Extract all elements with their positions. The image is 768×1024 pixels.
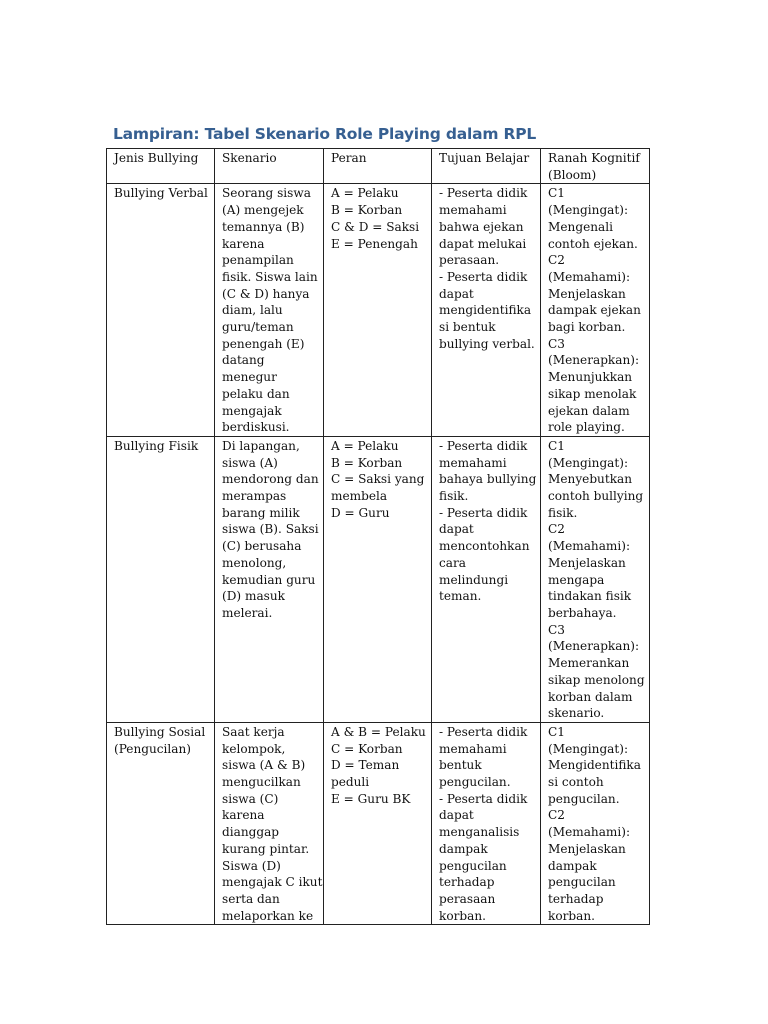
cell-text-line: dapat (439, 808, 474, 823)
cell-text-line: role playing. (548, 420, 625, 435)
cell-skenario (215, 184, 324, 437)
cell-text-line: perasaan. (439, 253, 500, 268)
cell-text-line: karena (222, 808, 265, 823)
cell-text-line: contoh bullying (548, 489, 644, 504)
cell-text-line: C1 (548, 438, 565, 453)
cell-text-line: menganalisis (439, 825, 520, 840)
cell-text-line: Memerankan (548, 656, 630, 671)
cell-text-line: dampak (439, 841, 488, 856)
cell-text-line: Di lapangan, (222, 438, 300, 453)
cell-text-line: E = Guru BK (331, 791, 411, 806)
cell-text-line: siswa (A & B) (222, 758, 306, 773)
cell-text-line: siswa (B). Saksi (222, 522, 319, 537)
cell-text-line: Bullying Sosial (114, 724, 206, 739)
cell-text-line: melindungi (439, 572, 509, 587)
cell-text-line: Menunjukkan (548, 370, 633, 385)
cell-text-line: Menjelaskan (548, 841, 626, 856)
cell-text-line: Skenario (222, 151, 277, 165)
cell-skenario (215, 722, 324, 924)
cell-text-line: korban. (548, 908, 595, 923)
cell-text-line: temannya (B) (222, 219, 305, 234)
cell-text-line: fisik. (548, 505, 578, 520)
cell-text-line: penengah (E) (222, 336, 305, 351)
table-body (107, 184, 650, 925)
cell-text-line: sikap menolak (548, 386, 637, 401)
cell-text-line: korban dalam (548, 689, 633, 704)
cell-text-line: berbahaya. (548, 605, 617, 620)
cell-text-line: pengucilan. (439, 775, 511, 790)
cell-text-line: perasaan (439, 891, 496, 906)
cell-jenis-bullying (107, 184, 215, 437)
cell-text-line: C1 (548, 724, 565, 739)
cell-text-line: siswa (C) (222, 791, 279, 806)
cell-text-line: dapat melukai (439, 236, 527, 251)
cell-text-line: Mengenali (548, 219, 613, 234)
cell-text-line: - Peserta didik (439, 186, 528, 201)
cell-text-line: menolong, (222, 555, 287, 570)
cell-peran (324, 184, 432, 437)
cell-text-line: bagi korban. (548, 320, 626, 335)
cell-text-line: B = Korban (331, 203, 403, 218)
cell-text-line: melaporkan ke (222, 908, 314, 923)
cell-text-line: (Pengucilan) (114, 741, 192, 756)
cell-text-line: terhadap (548, 891, 604, 906)
cell-text-line: Ranah Kognitif (548, 151, 640, 165)
cell-text-line: (Menerapkan): (548, 353, 640, 368)
cell-text-line: melerai. (222, 605, 273, 620)
cell-text-line: (Mengingat): (548, 203, 629, 218)
cell-text-line: kurang pintar. (222, 841, 310, 856)
cell-text-line: berdiskusi. (222, 420, 290, 435)
cell-text-line: (D) masuk (222, 589, 285, 604)
cell-text-line: memahami (439, 455, 507, 470)
cell-text-line: bentuk (439, 758, 482, 773)
table-row (107, 184, 650, 437)
cell-text-line: C = Saksi yang (331, 472, 425, 487)
cell-text-line: C2 (548, 253, 565, 268)
cell-text-line: menegur (222, 370, 277, 385)
cell-text-line: fisik. (439, 489, 469, 504)
cell-text-line: mendorong dan (222, 472, 319, 487)
cell-text-line: A = Pelaku (331, 186, 399, 201)
cell-text-line: Tujuan Belajar (439, 151, 530, 165)
cell-text-line: (C & D) hanya (222, 286, 310, 301)
cell-text-line: bullying verbal. (439, 336, 535, 351)
cell-text-line: Menjelaskan (548, 555, 626, 570)
cell-text-line: (A) mengejek (222, 203, 304, 218)
cell-tujuan-belajar (432, 436, 541, 722)
cell-text-line: Menyebutkan (548, 472, 633, 487)
cell-text-line: Peran (331, 151, 367, 165)
cell-text-line: karena (222, 236, 265, 251)
cell-text-line: memahami (439, 203, 507, 218)
cell-text-line: tindakan fisik (548, 589, 632, 604)
cell-text-line: pelaku dan (222, 386, 290, 401)
cell-ranah-kognitif (541, 184, 650, 437)
cell-text-line: bahwa ejekan (439, 219, 524, 234)
header-cell-tujuan-belajar (432, 149, 541, 184)
cell-text-line: teman. (439, 589, 482, 604)
cell-text-line: penampilan (222, 253, 294, 268)
cell-tujuan-belajar (432, 722, 541, 924)
cell-text-line: pengucilan (548, 875, 616, 890)
cell-text-line: bahaya bullying (439, 472, 537, 487)
cell-text-line: dapat (439, 522, 474, 537)
cell-text-line: korban. (439, 908, 486, 923)
cell-text-line: (Memahami): (548, 539, 631, 554)
cell-text-line: pengucilan (439, 858, 507, 873)
cell-text-line: dapat (439, 286, 474, 301)
cell-ranah-kognitif (541, 722, 650, 924)
cell-text-line: mengucilkan (222, 775, 301, 790)
cell-text-line: mengidentifika (439, 303, 532, 318)
cell-text-line: fisik. Siswa lain (222, 269, 318, 284)
cell-peran (324, 436, 432, 722)
cell-jenis-bullying (107, 722, 215, 924)
cell-text-line: ejekan dalam (548, 403, 630, 418)
cell-tujuan-belajar (432, 184, 541, 437)
cell-text-line: barang milik (222, 505, 300, 520)
cell-text-line: Seorang siswa (222, 186, 311, 201)
cell-text-line: merampas (222, 489, 287, 504)
cell-text-line: (Mengingat): (548, 741, 629, 756)
cell-text-line: (Memahami): (548, 269, 631, 284)
cell-text-line: A = Pelaku (331, 438, 399, 453)
cell-text-line: si bentuk (439, 320, 496, 335)
cell-text-line: B = Korban (331, 455, 403, 470)
table-header-row (107, 149, 650, 184)
role-playing-scenario-table (106, 148, 650, 925)
cell-text-line: D = Guru (331, 505, 390, 520)
cell-text-line: C3 (548, 622, 565, 637)
cell-text-line: skenario. (548, 706, 605, 721)
cell-text-line: C2 (548, 808, 565, 823)
cell-text-line: Bullying Verbal (114, 186, 208, 201)
cell-text-line: - Peserta didik (439, 269, 528, 284)
cell-text-line: E = Penengah (331, 236, 418, 251)
cell-text-line: - Peserta didik (439, 505, 528, 520)
cell-text-line: Jenis Bullying (114, 151, 199, 165)
cell-text-line: serta dan (222, 891, 280, 906)
cell-text-line: D = Teman (331, 758, 400, 773)
cell-text-line: contoh ejekan. (548, 236, 638, 251)
cell-text-line: mencontohkan (439, 539, 530, 554)
cell-text-line: sikap menolong (548, 672, 645, 687)
table-row (107, 722, 650, 924)
cell-text-line: (C) berusaha (222, 539, 302, 554)
cell-text-line: (Memahami): (548, 825, 631, 840)
cell-skenario (215, 436, 324, 722)
cell-text-line: membela (331, 489, 388, 504)
cell-jenis-bullying (107, 436, 215, 722)
cell-text-line: kemudian guru (222, 572, 316, 587)
cell-text-line: Saat kerja (222, 724, 285, 739)
cell-text-line: Siswa (D) (222, 858, 281, 873)
cell-text-line: C & D = Saksi (331, 219, 420, 234)
cell-text-line: diam, lalu (222, 303, 283, 318)
header-cell-jenis-bullying (107, 149, 215, 184)
cell-text-line: C = Korban (331, 741, 403, 756)
cell-text-line: - Peserta didik (439, 791, 528, 806)
header-cell-peran (324, 149, 432, 184)
cell-text-line: cara (439, 555, 466, 570)
table-row (107, 436, 650, 722)
cell-text-line: mengapa (548, 572, 605, 587)
cell-text-line: - Peserta didik (439, 438, 528, 453)
cell-peran (324, 722, 432, 924)
cell-text-line: guru/teman (222, 320, 294, 335)
header-cell-skenario (215, 149, 324, 184)
cell-text-line: Mengidentifika (548, 758, 641, 773)
header-cell-ranah-kognitif (541, 149, 650, 184)
cell-text-line: Bullying Fisik (114, 438, 199, 453)
cell-text-line: (Bloom) (548, 167, 597, 182)
cell-text-line: dampak ejekan (548, 303, 641, 318)
cell-text-line: C3 (548, 336, 565, 351)
cell-text-line: mengajak (222, 403, 282, 418)
cell-text-line: terhadap (439, 875, 495, 890)
cell-text-line: dampak (548, 858, 597, 873)
cell-text-line: (Mengingat): (548, 455, 629, 470)
cell-text-line: dianggap (222, 825, 280, 840)
cell-text-line: pengucilan. (548, 791, 620, 806)
cell-text-line: C1 (548, 186, 565, 201)
cell-text-line: si contoh (548, 775, 604, 790)
cell-text-line: mengajak C ikut (222, 875, 323, 890)
cell-text-line: datang (222, 353, 265, 368)
cell-text-line: siswa (A) (222, 455, 278, 470)
cell-text-line: A & B = Pelaku (331, 724, 426, 739)
document-title: Lampiran: Tabel Skenario Role Playing dalam RPL (113, 125, 537, 143)
cell-text-line: kelompok, (222, 741, 286, 756)
cell-text-line: (Menerapkan): (548, 639, 640, 654)
cell-text-line: - Peserta didik (439, 724, 528, 739)
cell-text-line: peduli (331, 775, 370, 790)
cell-ranah-kognitif (541, 436, 650, 722)
cell-text-line: Menjelaskan (548, 286, 626, 301)
cell-text-line: C2 (548, 522, 565, 537)
cell-text-line: memahami (439, 741, 507, 756)
